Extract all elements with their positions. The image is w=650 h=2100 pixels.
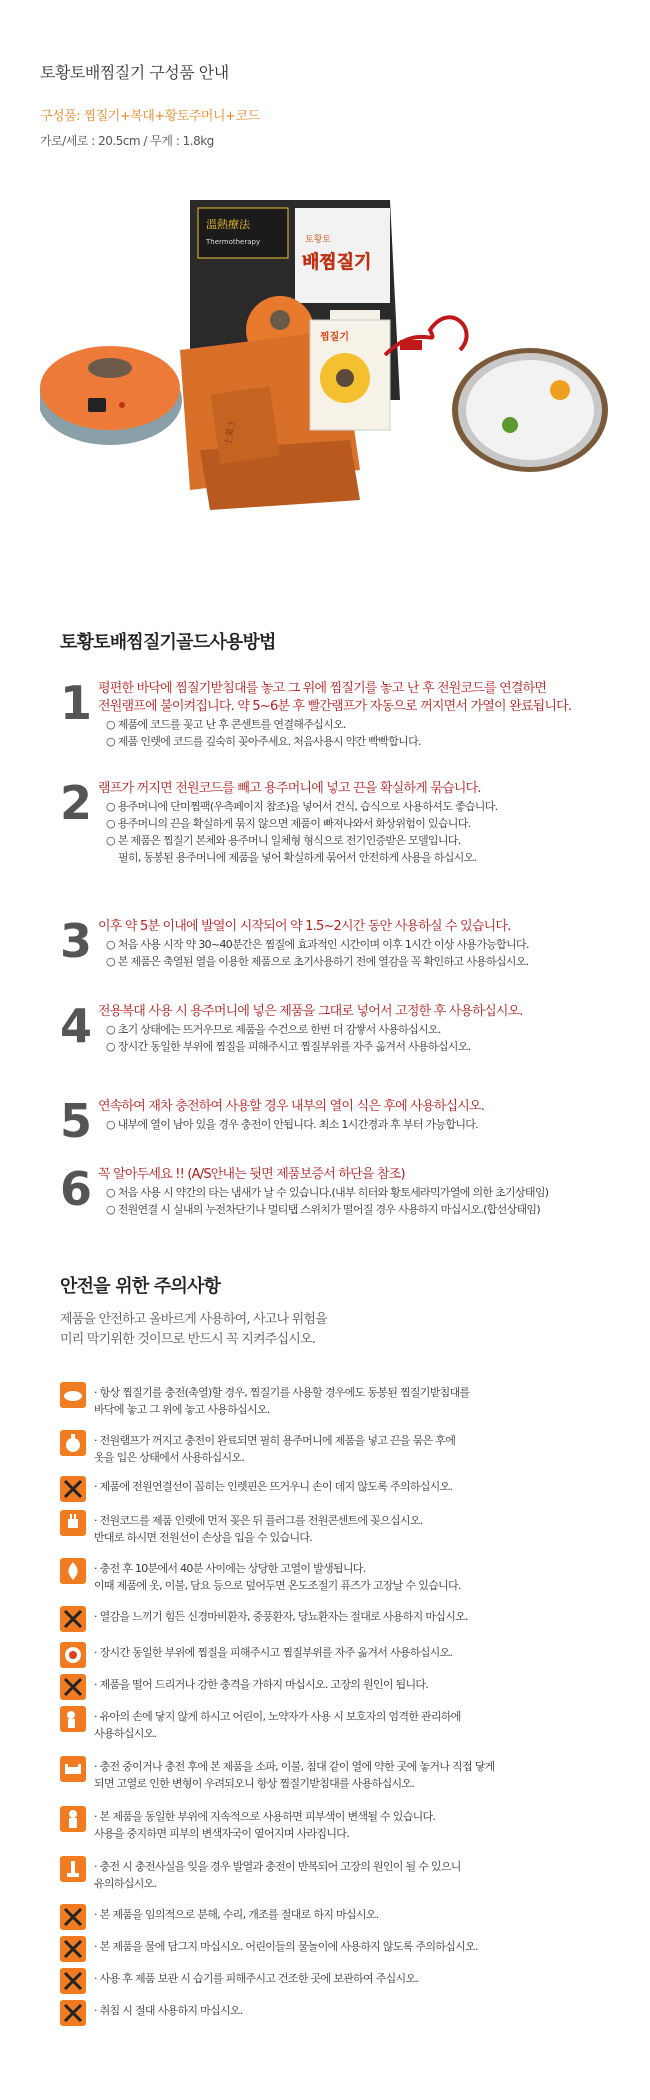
- step-note: ○ 초기 상태에는 뜨거우므로 제품을 수건으로 한번 더 감쌓서 사용하십시오.: [106, 1023, 441, 1036]
- step-note: ○ 처음 사용 시 약간의 타는 냄새가 날 수 있습니다.(내부 히터와 황토세라믹가열에 의한 초기상태임): [106, 1186, 549, 1199]
- warning-text: · 제품을 떨어 드리거나 강한 충격을 가하지 마십시오. 고장의 원인이 됩니다.: [94, 1678, 429, 1691]
- box-label-left-sub: Thermotherapy: [206, 238, 261, 246]
- warning-text: · 취침 시 절대 사용하지 마십시오.: [94, 2004, 243, 2017]
- warning-text: 되면 고열로 인한 변형이 우려되오니 항상 찜질기받침대를 사용하십시오.: [94, 1777, 415, 1790]
- warning-text: · 본 제품을 임의적으로 분해, 수리, 개조를 절대로 하지 마십시오.: [94, 1908, 379, 1921]
- heater-tray: [452, 348, 608, 472]
- usage-section: [60, 628, 620, 654]
- warning-text: · 본 제품을 물에 담그지 마십시오. 어린이들의 물놀이에 사용하지 않도록 주의하십시오.: [94, 1940, 478, 1953]
- step-note: ○ 제품 인렛에 코드를 깊숙히 꽂아주세요. 처음사용시 약간 빡빡합니다.: [106, 735, 421, 748]
- step-number: 5: [60, 1094, 93, 1148]
- step-heading: 전원램프에 불이켜집니다. 약 5~6분 후 빨간램프가 자동으로 꺼지면서 가열이 완료됩니다.: [98, 699, 572, 714]
- step-heading: 램프가 꺼지면 전원코드를 빼고 용주머니에 넣고 끈을 확실하게 묶습니다.: [98, 781, 481, 796]
- product-photo: [40, 200, 610, 560]
- warning-text: 유의하십시오.: [94, 1877, 157, 1890]
- step-note: 필히, 동봉된 용주머니에 제품을 넣어 확실하게 묶어서 안전하게 사용을 하십시오.: [118, 851, 477, 864]
- manual-booklet: [310, 320, 390, 430]
- no-sleep-icon: [60, 2000, 86, 2026]
- no-pin-icon: [60, 1476, 86, 1502]
- warning-text: · 제품에 전원연결선이 꼽히는 인렛핀은 뜨거우니 손이 데지 않도록 주의하십시오.: [94, 1480, 453, 1493]
- step-note: ○ 전원연결 시 실내의 누전차단기나 멀티탭 스위치가 떨어질 경우 사용하지 마십시오.(합선상태임): [106, 1203, 540, 1216]
- usage-title: 토황토배찜질기골드사용방법: [60, 632, 276, 653]
- dimensions-line: 가로/세로 : 20.5cm / 무게 : 1.8kg: [40, 134, 214, 148]
- warning-text: · 충전 시 충전사실을 잊을 경우 발열과 충전이 반복되어 고장의 원인이 될 수 있으니: [94, 1860, 461, 1873]
- warning-text: 옷을 입은 상태에서 사용하십시오.: [94, 1451, 245, 1464]
- skin-icon: [60, 1806, 86, 1832]
- step-note: ○ 본 제품은 찜질기 본체와 용주머니 일체형 형식으로 전기인증받은 모델입니다.: [106, 834, 461, 847]
- step-note: ○ 용주머니에 단미찜팩(우측페이지 참조)을 넣어서 건식, 습식으로 사용하셔도 좋습니다.: [106, 800, 498, 813]
- step-heading: 연속하여 재차 충전하여 사용할 경우 내부의 열이 식은 후에 사용하십시오.: [98, 1099, 485, 1114]
- warning-text: · 전원램프가 꺼지고 충전이 완료되면 필히 용주머니에 제품을 넣고 끈을 묶은 후에: [94, 1434, 456, 1447]
- step-note: ○ 제품에 코드를 꽂고 난 후 콘센트를 연결해주십시오.: [106, 718, 346, 731]
- step-note: ○ 장시간 동일한 부위에 찜질을 피해주시고 찜질부위를 자주 옮겨서 사용하십시오.: [106, 1040, 471, 1053]
- warning-text: 이때 제품에 옷, 이불, 담요 등으로 덮어두면 온도조절기 퓨즈가 고장날 수 있습니다.: [94, 1579, 461, 1592]
- warning-text: · 사용 후 제품 보관 시 습기를 피해주시고 건조한 곳에 보관하여 주십시오.: [94, 1972, 419, 1985]
- safety-intro-line: 제품을 안전하고 올바르게 사용하여, 사고나 위험을: [60, 1312, 327, 1327]
- safety-intro-line: 미리 막기위한 것이므로 반드시 꼭 지켜주십시오.: [60, 1332, 316, 1347]
- charging-icon: [60, 1856, 86, 1882]
- step-number: 2: [60, 776, 93, 830]
- step-note: ○ 처음 사용 시작 약 30~40분간은 찜질에 효과적인 시간이며 이후 1시간 이상 사용가능합니다.: [106, 938, 529, 951]
- no-water-icon: [60, 1936, 86, 1962]
- step-heading: 꼭 알아두세요 !! (A/S안내는 뒷면 제품보증서 하단을 참조): [98, 1167, 405, 1182]
- sofa-icon: [60, 1756, 86, 1782]
- step-heading: 평편한 바닥에 찜질기받침대를 놓고 그 위에 찜질기를 놓고 난 후 전원코드를 연결하면: [98, 681, 547, 696]
- svg-text:찜질기: 찜질기: [320, 332, 349, 343]
- warning-text: · 유아의 손에 닿지 않게 하시고 어린이, 노약자가 사용 시 보호자의 엄격한 관리하에: [94, 1710, 461, 1723]
- step-heading: 이후 약 5분 이내에 발열이 시작되어 약 1.5~2시간 동안 사용하실 수 있습니다.: [98, 919, 511, 934]
- safety-title: 안전을 위한 주의사항: [60, 1276, 221, 1297]
- plug-icon: [60, 1510, 86, 1536]
- safety-section: [60, 1272, 620, 1350]
- child-hand-icon: [60, 1706, 86, 1732]
- page-title: 토황토배찜질기 구성품 안내: [40, 63, 229, 82]
- step-note: ○ 내부에 열이 남아 있을 경우 충전이 안됩니다. 최소 1시간경과 후 부터 가능합니다.: [106, 1118, 478, 1131]
- warning-text: · 충전 중이거나 충전 후에 본 제품을 소파, 이불, 침대 같이 열에 약한 곳에 놓거나 직접 닿게: [94, 1760, 495, 1773]
- pouch-tie-icon: [60, 1430, 86, 1456]
- warning-text: · 장시간 동일한 부위에 찜질을 피해주시고 찜질부위를 자주 옮겨서 사용하십시오.: [94, 1646, 453, 1659]
- heater-device: [40, 346, 182, 445]
- time-icon: [60, 1642, 86, 1668]
- step-number: 1: [60, 676, 93, 730]
- no-patient-icon: [60, 1606, 86, 1632]
- box-brand: 토황토: [305, 235, 332, 245]
- no-disassemble-icon: [60, 1904, 86, 1930]
- warning-text: · 본 제품을 동일한 부위에 지속적으로 사용하면 피부색이 변색될 수 있습니다.: [94, 1810, 436, 1823]
- no-drop-icon: [60, 1674, 86, 1700]
- warning-text: · 항상 찜질기를 충전(축열)할 경우, 찜질기를 사용할 경우에도 동봉된 찜질기받침대를: [94, 1386, 470, 1399]
- heater-pad-icon: [60, 1382, 86, 1408]
- warning-text: · 충전 후 10분에서 40분 사이에는 상당한 고열이 발생됩니다.: [94, 1562, 366, 1575]
- header: [40, 60, 610, 149]
- svg-text:土黃土: 土黃土: [223, 418, 239, 447]
- warning-text: · 전원코드를 제품 인렛에 먼저 꽂은 뒤 플러그를 전원콘센트에 꽂으십시오.: [94, 1514, 423, 1527]
- step-number: 3: [60, 914, 93, 968]
- box-label-left: 溫熱療法: [206, 218, 250, 231]
- step-note: ○ 용주머니의 끈을 확실하게 묶지 않으면 제품이 빠져나와서 화상위험이 있습니다.: [106, 817, 471, 830]
- warning-text: 사용을 중지하면 피부의 변색자국이 옅어지며 사라집니다.: [94, 1827, 350, 1840]
- step-number: 6: [60, 1162, 93, 1216]
- warning-text: 바닥에 놓고 그 위에 놓고 사용하십시오.: [94, 1403, 270, 1416]
- step-heading: 전용복대 사용 시 용주머니에 넣은 제품을 그대로 넣어서 고정한 후 사용하십시오.: [98, 1004, 523, 1019]
- step-number: 4: [60, 999, 93, 1053]
- box-title: 배찜질기: [302, 252, 372, 273]
- heat-warning-icon: [60, 1558, 86, 1584]
- no-humid-icon: [60, 1968, 86, 1994]
- warning-text: 반대로 하시면 전원선이 손상을 입을 수 있습니다.: [94, 1531, 313, 1544]
- step-note: ○ 본 제품은 축열된 열을 이용한 제품으로 초기사용하기 전에 열감을 꼭 확인하고 사용하십시오.: [106, 955, 529, 968]
- safety-intro: [60, 1310, 620, 1350]
- warning-text: 사용하십시오.: [94, 1727, 157, 1740]
- components-line: 구성품: 찜질기+복대+황토주머니+코드: [40, 109, 260, 124]
- warning-text: · 열감을 느끼기 힘든 신경마비환자, 중풍환자, 당뇨환자는 절대로 사용하지 마십시오.: [94, 1610, 468, 1623]
